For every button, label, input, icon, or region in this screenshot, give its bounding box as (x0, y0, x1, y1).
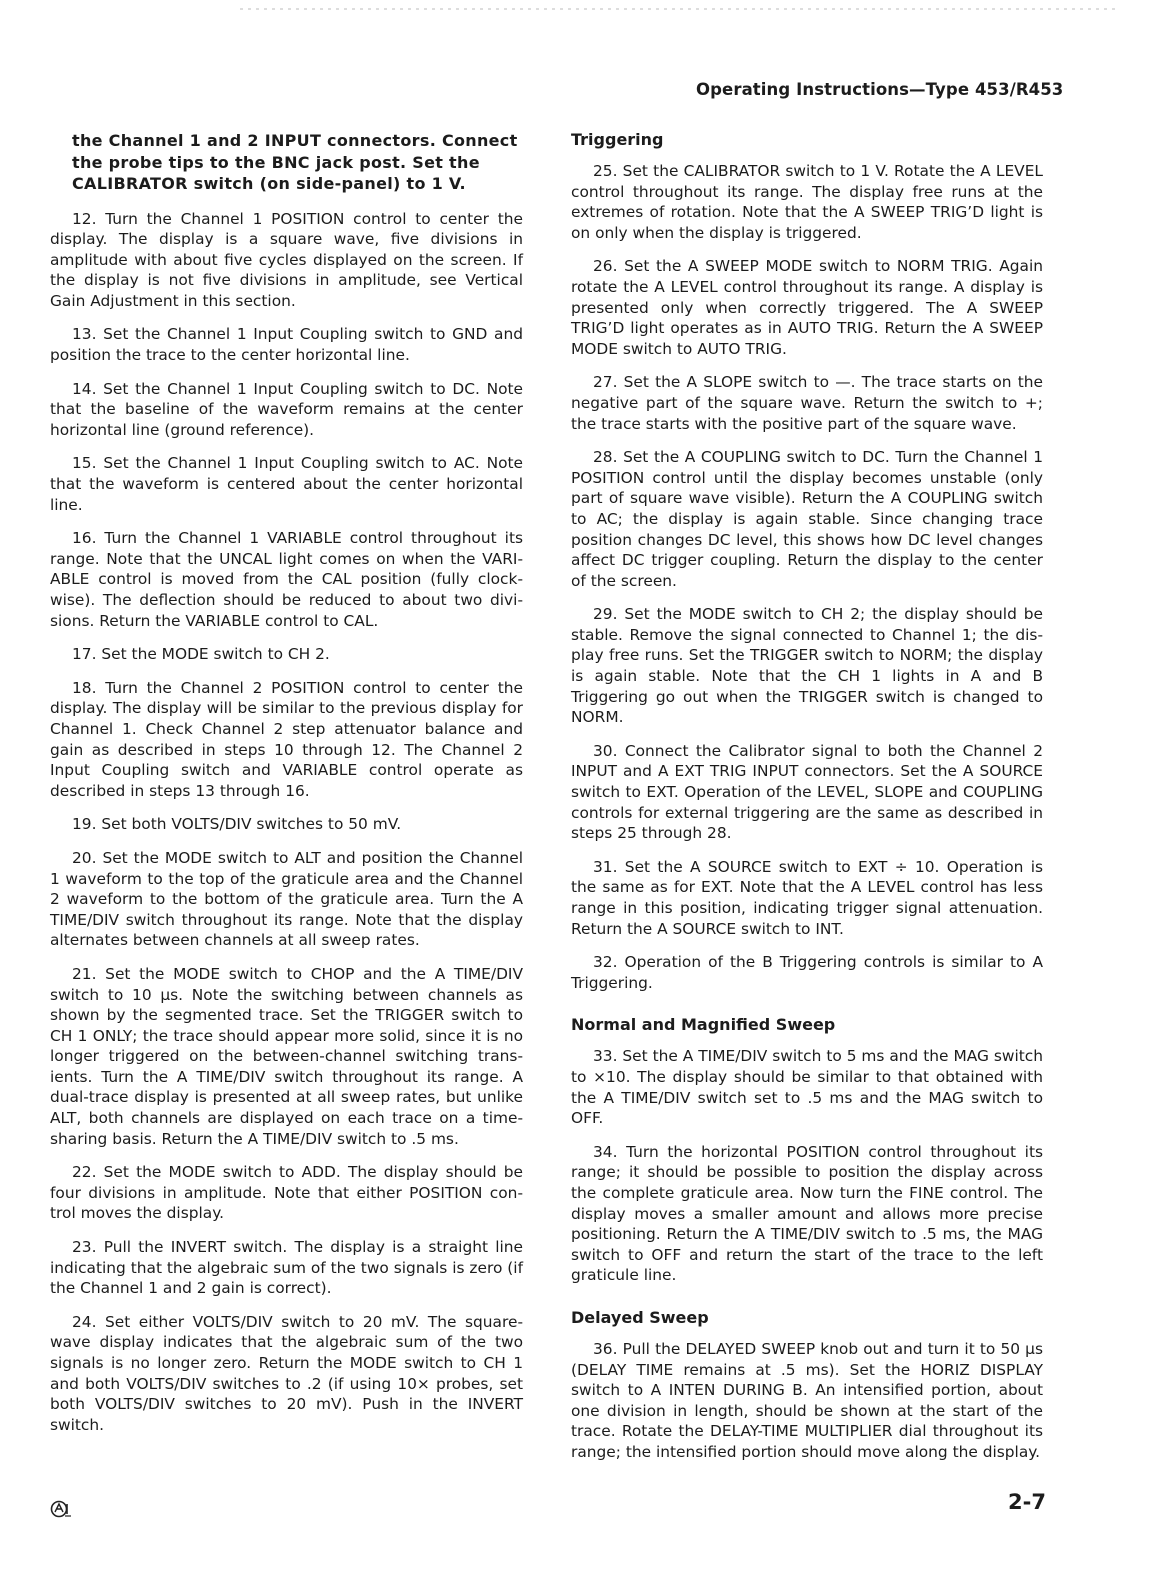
step-33: 33. Set the A TIME/DIV switch to 5 ms and the MAG switch to ×10. The display should be similar to that obtained with the A TIME/DIV switch set to .5 ms and the MAG switch to OFF. (571, 1047, 1043, 1128)
section-heading-delayed-sweep: Delayed Sweep (571, 1307, 709, 1327)
step-27: 27. Set the A SLOPE switch to —. The trace starts on the negative part of the square wave. Return the switch to +; the trace starts with the positive part of the square wave. (571, 373, 1043, 433)
step-18: 18. Turn the Channel 2 POSITION control to center the display. The display will be similar to the previous display for Channel 1. Check Channel 2 step attenuator balance and gain as described in steps 10 through 12. The Channel 2 Input Coupling switch and VARIABLE control operate as described in steps 13 through 16. (50, 678, 523, 800)
step-25: 25. Set the CALIBRATOR switch to 1 V. Rotate the A LEVEL control throughout its range. The display free runs at the extremes of rotation. Note that the A SWEEP TRIG’D light is on only when the display is triggered. (571, 162, 1043, 242)
page-header: Operating Instructions—Type 453/R453 (696, 80, 1064, 99)
section-heading-triggering: Triggering (571, 130, 664, 149)
step-23: 23. Pull the INVERT switch. The display is a straight line indicating that the algebraic sum of the two signals is zero (if the Channel 1 and 2 gain is correct). (50, 1238, 523, 1298)
step-32: 32. Operation of the B Triggering controls is similar to A Triggering. (571, 953, 1043, 992)
step-17: 17. Set the MODE switch to CH 2. (72, 645, 330, 664)
step-12: 12. Turn the Channel 1 POSITION control to center the display. The display is a square wave, five divisions in amplitude with about five cycles displayed on the screen. If the display is not five divisions in amplitude, see Vertical Gain Adjustment in this section. (50, 209, 523, 310)
step-15: 15. Set the Channel 1 Input Coupling switch to AC. Note that the waveform is centered about the center horizontal line. (50, 454, 523, 514)
section-heading-normal-magnified: Normal and Magnified Sweep (571, 1015, 836, 1035)
scan-top-edge (0, 0, 1161, 8)
page-number: 2-7 (1008, 1490, 1046, 1514)
step-16: 16. Turn the Channel 1 VARIABLE control throughout its range. Note that the UNCAL light comes on when the VARIABLE control is moved from the CAL position (fully clockwise). The deflection should be reduced to about two divisions. Return the VARIABLE control to CAL. (50, 529, 523, 630)
step-30: 30. Connect the Calibrator signal to both the Channel 2 INPUT and A EXT TRIG INPUT connectors. Set the A SOURCE switch to EXT. Operation of the LEVEL, SLOPE and COUPLING controls for external triggering are the same as described in steps 25 through 28. (571, 741, 1043, 843)
left-column (50, 130, 523, 1448)
step-34: 34. Turn the horizontal POSITION control throughout its range; it should be possible to position the display across the complete graticule area. Now turn the FINE control. The display moves a smaller amount and allows more precise positioning. Return the A TIME/DIV switch to .5 ms, the MAG switch to OFF and return the start of the trace to the left graticule line. (571, 1142, 1043, 1285)
step-24: 24. Set either VOLTS/DIV switch to 20 mV. The square-wave display indicates that the algebraic sum of the two signals is no longer zero. Return the MODE switch to CH 1 and both VOLTS/DIV switches to .2 (if using 10× probes, set both VOLTS/DIV switches to 20 mV). Push in the INVERT switch. (50, 1312, 523, 1434)
step-26: 26. Set the A SWEEP MODE switch to NORM TRIG. Again rotate the A LEVEL control throughout its range. A display is presented only when correctly triggered. The A SWEEP TRIG’D light operates as in AUTO TRIG. Return the A SWEEP MODE switch to AUTO TRIG. (571, 257, 1043, 358)
step-22: 22. Set the MODE switch to ADD. The display should be four divisions in amplitude. Note that either POSITION control moves the display. (50, 1163, 523, 1223)
step-21: 21. Set the MODE switch to CHOP and the A TIME/DIV switch to 10 μs. Note the switching between channels as shown by the segmented trace. Set the TRIGGER switch to CH 1 ONLY; the trace should appear more solid, since it is no longer triggered on the between-channel switching transients. Turn the A TIME/DIV switch throughout its range. A dual-trace display is presented at all sweep rates, but unlike ALT, both channels are displayed on each trace on a time-sharing basis. Return the A TIME/DIV switch to .5 ms. (50, 964, 523, 1148)
step-29: 29. Set the MODE switch to CH 2; the display should be stable. Remove the signal connected to Channel 1; the display free runs. Set the TRIGGER switch to NORM; the display is again stable. Note that the CH 1 lights in A and B Triggering go out when the TRIGGER switch is changed to NORM. (571, 605, 1043, 727)
step-14: 14. Set the Channel 1 Input Coupling switch to DC. Note that the baseline of the waveform remains at the center horizontal line (ground reference). (50, 379, 523, 439)
right-column (571, 130, 1043, 1475)
step-13: 13. Set the Channel 1 Input Coupling switch to GND and position the trace to the center horizontal line. (50, 325, 523, 365)
step-36: 36. Pull the DELAYED SWEEP knob out and turn it to 50 μs (DELAY TIME remains at .5 ms). Set the HORIZ DISPLAY switch to A INTEN DURING B. An intensified portion, about one division in length, should be shown at the start of the trace. Rotate the DELAY-TIME MULTIPLIER dial throughout its range; the intensified portion should move along the display. (571, 1339, 1043, 1461)
step-28: 28. Set the A COUPLING switch to DC. Turn the Channel 1 POSITION control until the display becomes unstable (only part of square wave visible). Return the A COUPLING switch to AC; the display is again stable. Since changing trace position changes DC level, this shows how DC level changes affect DC trigger coupling. Return the display to the center of the screen. (571, 448, 1043, 590)
step-31: 31. Set the A SOURCE switch to EXT ÷ 10. Operation is the same as for EXT. Note that the A LEVEL control has less range in this position, indicating trigger signal attenuation. Return the A SOURCE switch to INT. (571, 857, 1043, 938)
intro-paragraph: the Channel 1 and 2 INPUT connectors. Connect the probe tips to the BNC jack post. Set the CALIBRATOR switch (on side-panel) to 1 V. (72, 131, 518, 193)
step-20: 20. Set the MODE switch to ALT and position the Channel 1 waveform to the top of the graticule area and the Channel 2 waveform to the bottom of the graticule area. Turn the A TIME/DIV switch throughout its range. Note that the display alternates between channels at all sweep rates. (50, 848, 523, 950)
step-19: 19. Set both VOLTS/DIV switches to 50 mV. (72, 815, 402, 834)
tektronix-logo-icon (50, 1498, 72, 1520)
